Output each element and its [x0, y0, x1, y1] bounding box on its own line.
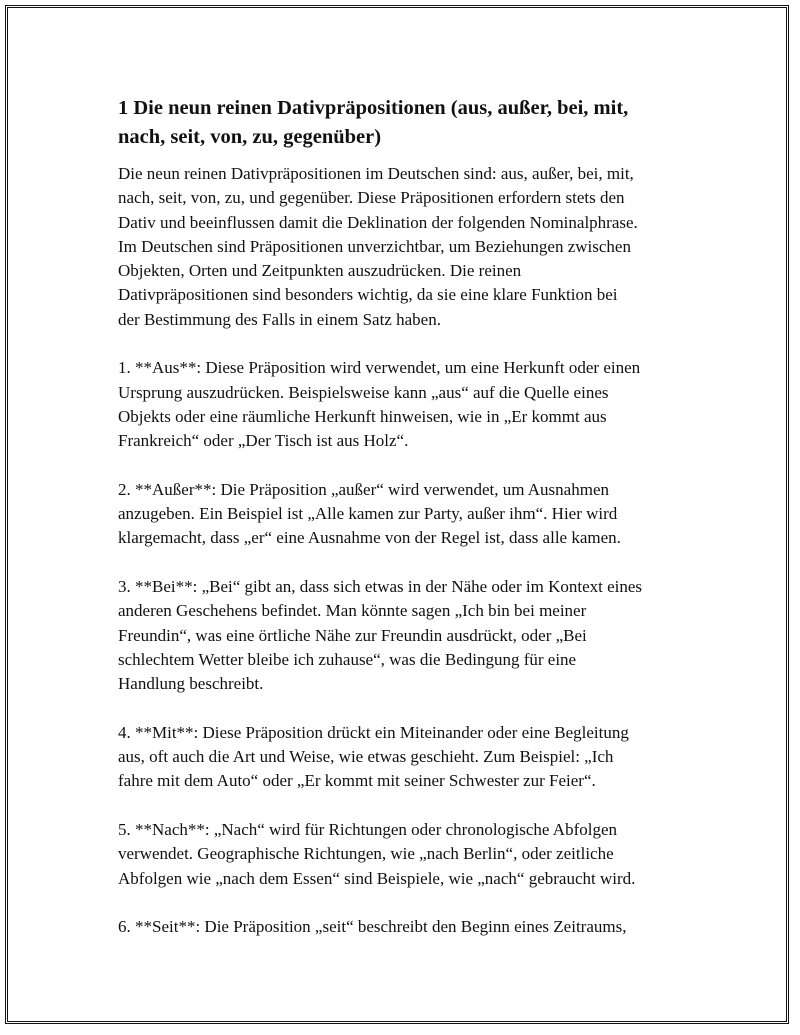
paragraph-spacer: [118, 794, 693, 818]
paragraph-mit: 4. **Mit**: Diese Präposition drückt ein Miteinander oder eine Begleitung aus, oft auch die Art und Weise, wie etwas geschieht. Zum Beispiel: „Ich fahre mit dem Auto“ oder „Er kommt mit seiner Schwester zur Feier“.: [118, 722, 629, 791]
paragraph-nach: 5. **Nach**: „Nach“ wird für Richtungen oder chronologische Abfolgen verwendet. Geographische Richtungen, wie „nach Berlin“, oder zeitliche Abfolgen wie „nach dem Essen“ sind Beispiele, wie „nach“ gebraucht wird.: [118, 820, 636, 888]
paragraph-bei: 3. **Bei**: „Bei“ gibt an, dass sich etwas in der Nähe oder im Kontext eines anderen Geschehens befindet. Man könnte sagen „Ich bin bei meiner Freundin“, was eine örtliche Nähe zur Freundin ausdrückt, oder „Bei schlechtem Wetter bleibe ich zuhause“, was die Bedingung für eine Handlung beschreibt.: [118, 577, 643, 694]
paragraph-ausser: 2. **Außer**: Die Präposition „außer“ wird verwendet, um Ausnahmen anzugeben. Ein Beispiel ist „Alle kamen zur Party, außer ihm“. Hier wird klargemacht, dass „er“ eine Ausnahme von der Regel ist, dass alle kamen.: [118, 479, 621, 548]
paragraph-spacer: [118, 891, 693, 915]
document-page: [118, 94, 693, 940]
paragraph-spacer: [118, 332, 693, 356]
intro-paragraph: Die neun reinen Dativpräpositionen im Deutschen sind: aus, außer, bei, mit, nach, seit, von, zu, und gegenüber. Diese Präpositionen erfordern stets den Dativ und beeinflussen damit die Deklination der folgenden Nominalphrase. Im Deutschen sind Präpositionen unverzichtbar, um Beziehungen zwischen Objekten, Orten und Zeitpunkten auszudrücken. Die reinen Dativpräpositionen sind besonders wichtig, da sie eine klare Funktion bei der Bestimmung des Falls in einem Satz haben.: [118, 164, 638, 329]
section-heading: 1 Die neun reinen Dativpräpositionen (aus, außer, bei, mit, nach, seit, von, zu, gegenüber): [118, 97, 629, 148]
paragraph-spacer: [118, 551, 693, 575]
paragraph-aus: 1. **Aus**: Diese Präposition wird verwendet, um eine Herkunft oder einen Ursprung auszudrücken. Beispielsweise kann „aus“ auf die Quelle eines Objekts oder eine räumliche Herkunft hinweisen, wie in „Er kommt aus Frankreich“ oder „Der Tisch ist aus Holz“.: [118, 358, 641, 451]
paragraph-spacer: [118, 454, 693, 478]
paragraph-seit: 6. **Seit**: Die Präposition „seit“ beschreibt den Beginn eines Zeitraums,: [118, 917, 627, 937]
paragraph-spacer: [118, 697, 693, 721]
